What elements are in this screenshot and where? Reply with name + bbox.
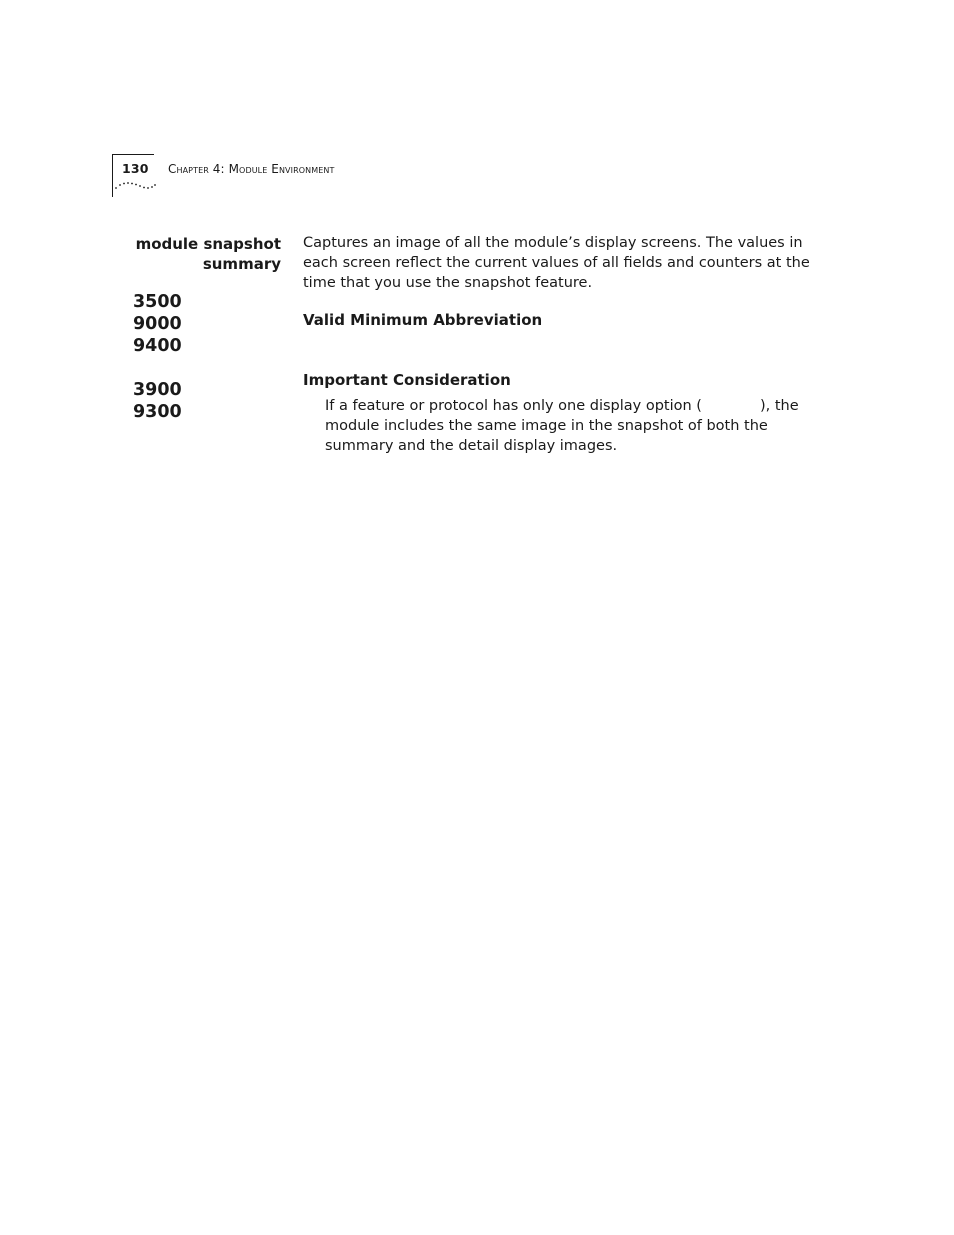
- abbreviation-heading: Valid Minimum Abbreviation: [303, 311, 543, 329]
- consideration-heading: Important Consideration: [303, 371, 511, 389]
- chapter-title: Chapter 4: Module Environment: [168, 162, 335, 176]
- header-vertical-rule: [112, 154, 113, 197]
- platform-number: 3500: [133, 292, 182, 312]
- page-number: 130: [122, 161, 149, 176]
- platform-number: 3900: [133, 380, 182, 400]
- consideration-text-end: ), the module includes the same image in the snapshot of both the summary and the detail display images.: [325, 398, 799, 454]
- platform-list: [133, 291, 182, 423]
- header-top-rule: [112, 154, 154, 155]
- command-name: [120, 234, 281, 274]
- platform-number: 9000: [133, 314, 182, 334]
- platform-spacer: [133, 357, 182, 379]
- command-name-line-2: summary: [202, 255, 281, 273]
- consideration-text-start: If a feature or protocol has only one display option (: [325, 398, 702, 414]
- platform-number: 9400: [133, 336, 182, 356]
- platform-number: 9300: [133, 402, 182, 422]
- header-dotted-ornament-icon: [114, 178, 158, 192]
- page-header: [112, 154, 412, 198]
- command-name-line-1: module snapshot: [135, 235, 281, 253]
- command-description: Captures an image of all the module’s display screens. The values in each screen reflect the current values of all fields and counters at the time that you use the snapshot feature.: [303, 235, 810, 291]
- consideration-text: [325, 396, 817, 456]
